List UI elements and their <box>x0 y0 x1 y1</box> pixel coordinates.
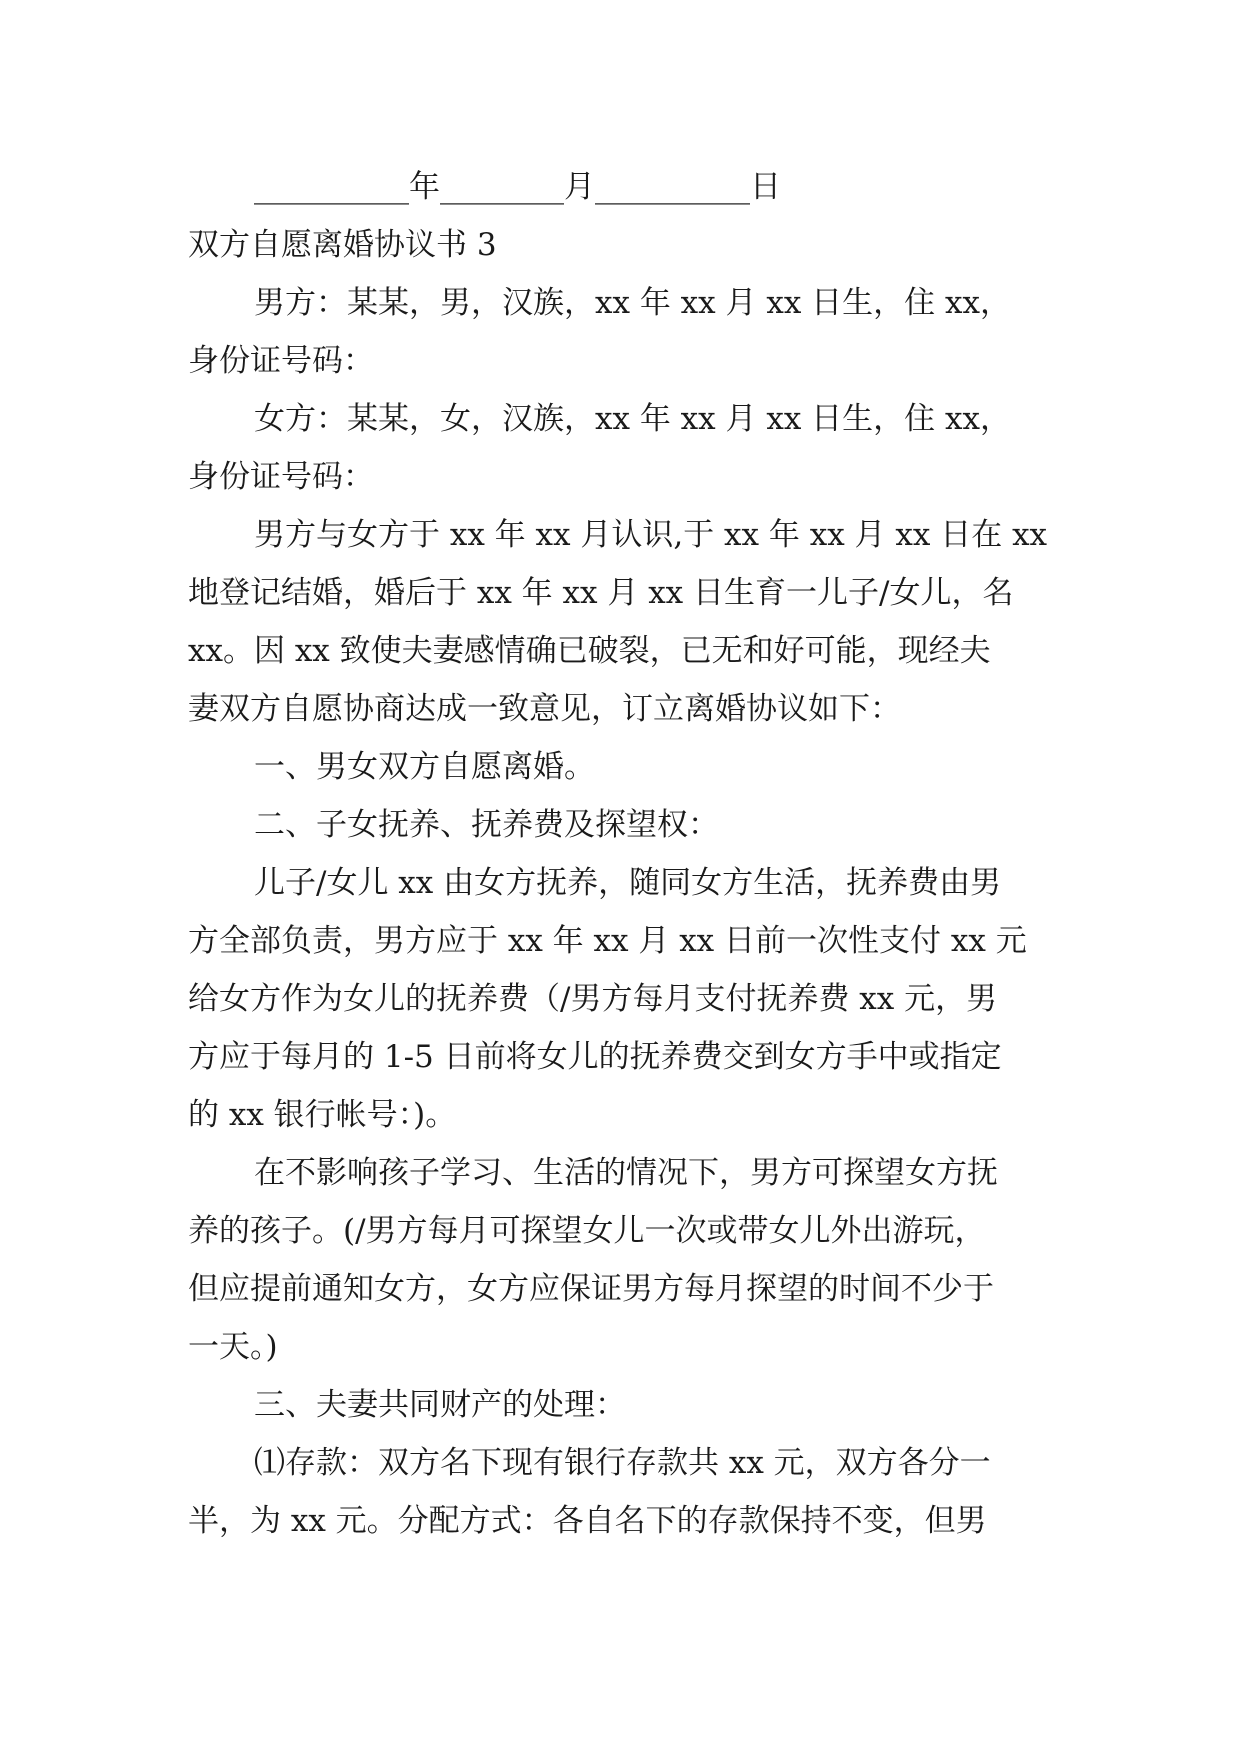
paragraph-line: 身份证号码： <box>188 459 374 495</box>
paragraph-line: 男方与女方于 xx 年 xx 月认识,于 xx 年 xx 月 xx 日在 xx <box>254 517 1048 553</box>
date-line: __________年________月__________日 <box>254 169 781 205</box>
section-heading: 一、男女双方自愿离婚。 <box>254 749 595 785</box>
paragraph-line: 妻双方自愿协商达成一致意见，订立离婚协议如下： <box>188 691 901 727</box>
paragraph-line: 一天。) <box>188 1329 278 1365</box>
paragraph-line: 身份证号码： <box>188 343 374 379</box>
paragraph-line: 养的孩子。(/男方每月可探望女儿一次或带女儿外出游玩， <box>188 1213 986 1249</box>
paragraph-line: 男方：某某，男，汉族，xx 年 xx 月 xx 日生，住 xx， <box>254 285 1011 321</box>
paragraph-line: 但应提前通知女方，女方应保证男方每月探望的时间不少于 <box>188 1271 994 1307</box>
section-heading: 三、夫妻共同财产的处理： <box>254 1387 626 1423</box>
paragraph-line: 方全部负责，男方应于 xx 年 xx 月 xx 日前一次性支付 xx 元 <box>188 923 1027 959</box>
paragraph-line: 半，为 xx 元。分配方式：各自名下的存款保持不变，但男 <box>188 1503 987 1539</box>
paragraph-line: 儿子/女儿 xx 由女方抚养，随同女方生活，抚养费由男 <box>254 865 1002 901</box>
paragraph-line: 在不影响孩子学习、生活的情况下，男方可探望女方抚 <box>254 1155 998 1191</box>
paragraph-line: xx。因 xx 致使夫妻感情确已破裂，已无和好可能，现经夫 <box>188 633 991 669</box>
document-title: 双方自愿离婚协议书 3 <box>188 227 497 263</box>
document-body <box>188 158 1063 1550</box>
section-heading: 二、子女抚养、抚养费及探望权： <box>254 807 719 843</box>
paragraph-line: 女方：某某，女，汉族，xx 年 xx 月 xx 日生，住 xx， <box>254 401 1011 437</box>
paragraph-line: 给女方作为女儿的抚养费（/男方每月支付抚养费 xx 元，男 <box>188 981 998 1017</box>
paragraph-line: ⑴存款：双方名下现有银行存款共 xx 元，双方各分一 <box>254 1445 991 1481</box>
paragraph-line: 方应于每月的 1-5 日前将女儿的抚养费交到女方手中或指定 <box>188 1039 1002 1075</box>
paragraph-line: 的 xx 银行帐号：)。 <box>188 1097 457 1133</box>
paragraph-line: 地登记结婚，婚后于 xx 年 xx 月 xx 日生育一儿子/女儿，名 <box>188 575 1014 611</box>
